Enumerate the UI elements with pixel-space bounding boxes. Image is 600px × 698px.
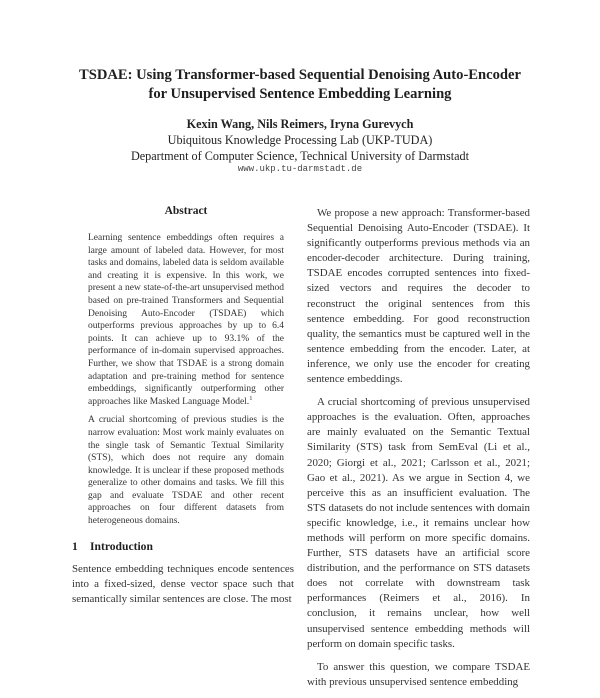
affiliation-line-2: Department of Computer Science, Technical University of Darmstadt (130, 149, 470, 163)
title-line-2: for Unsupervised Sentence Embedding Learning (148, 86, 452, 102)
lab-url: www.ukp.tu-darmstadt.de (237, 164, 363, 174)
section-title: Introduction (90, 540, 153, 553)
abstract-heading: Abstract (164, 205, 208, 217)
section-heading-introduction (72, 539, 153, 555)
right-column (307, 206, 530, 698)
introduction-paragraph: Sentence embedding techniques encode sentences into a fixed-sized, dense vector space such that semantically similar sentences are close. The most (72, 563, 294, 606)
right-paragraph-1: We propose a new approach: Transformer-based Sequential Denoising Auto-Encoder (TSDAE). It significantly outperforms previous methods via an encoder-decoder architecture. During training, TSDAE encodes corrupted sentences into fixed-sized vectors and requires the decoder to reconstruct the original sentences from this sentence embedding. For good reconstruction quality, the semantics must be captured well in the sentence embedding from the encoder. Later, at inference, we only use the encoder for creating sentence embeddings. (307, 207, 530, 386)
footnote-marker: 1 (249, 394, 253, 402)
title-line-1: TSDAE: Using Transformer-based Sequential Denoising Auto-Encoder (78, 67, 522, 83)
abstract-section (88, 203, 284, 534)
section-number: 1 (72, 540, 78, 553)
right-paragraph-3: To answer this question, we compare TSDAE with previous unsupervised sentence embedding (307, 660, 530, 688)
abstract-paragraph-1-text: Learning sentence embeddings often requires a large amount of labeled data. However, for most tasks and domains, labeled data is seldom available and creating it is expensive. In this work, we present a new state-of-the-art unsupervised method based on pre-trained Transformers and Sequential Denoising Auto-Encoder (TSDAE) which outperforms previous approaches by up to 6.4 points. It can achieve up to 93.1% of the performance of in-domain supervised approaches. Further, we show that TSDAE is a strong domain adaptation and pre-training method for sentence embeddings, significantly outperforming other approaches like Masked Language Model. (88, 233, 284, 407)
paper-title (0, 66, 600, 104)
abstract-paragraph-2: A crucial shortcoming of previous studies is the narrow evaluation: Most work mainly evaluates on the single task of Semantic Textual Similarity (STS), which does not require any domain knowledge. It is unclear if these proposed methods generalize to other domains and tasks. We fill this gap and evaluate TSDAE and other recent approaches on four different datasets from heterogeneous domains. (88, 415, 284, 527)
abstract-paragraph-1 (88, 232, 284, 408)
affiliation-line-1: Ubiquitous Knowledge Processing Lab (UKP-TUDA) (167, 133, 433, 147)
affiliation (0, 132, 600, 164)
right-paragraph-2: A crucial shortcoming of previous unsupervised approaches is the evaluation. Often, approaches are mainly evaluated on the Semantic Textual Similarity (STS) task from SemEval (Li et al., 2020; Giorgi et al., 2021; Carlsson et al., 2021; Gao et al., 2021). As we argue in Section 4, we perceive this as an insufficient evaluation. The STS datasets do not include sentences with domain specific knowledge, i.e., it remains unclear how methods will perform on more specific domains. Further, STS datasets have an artificial score distribution, and the performance on STS datasets does not correlate with downstream task performances (Reimers et al., 2016). In conclusion, it remains unclear, how well unsupervised sentence embedding methods will perform on domain specific tasks. (307, 396, 530, 650)
author-list: Kexin Wang, Nils Reimers, Iryna Gurevych (186, 117, 414, 131)
